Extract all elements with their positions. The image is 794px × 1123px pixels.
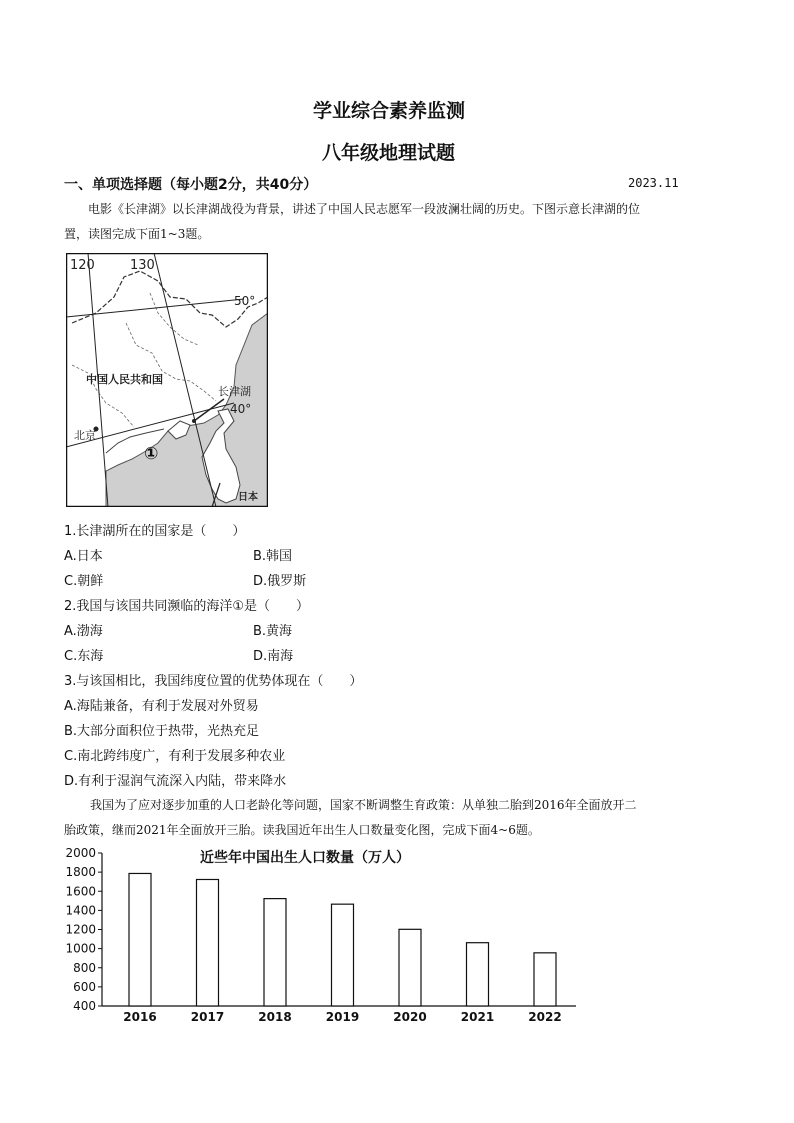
intro-2-line-1: 我国为了应对逐步加重的人口老龄化等问题，国家不断调整生育政策：从单独二胎到2016年全面放开二 xyxy=(90,798,637,812)
china-label: 中国人民共和国 xyxy=(86,373,163,386)
bar-2018 xyxy=(264,899,286,1006)
intro-2-line-2: 胎政策，继而2021年全面放开三胎。读我国近年出生人口数量变化图，完成下面4~6题。 xyxy=(64,823,540,837)
section-heading: 一、单项选择题（每小题2分，共40分） xyxy=(64,177,318,193)
exam-title: 学业综合素养监测 xyxy=(313,100,466,122)
bar-2017 xyxy=(197,879,219,1006)
question-2-option-c: C.东海 xyxy=(64,649,104,664)
intro-1-line-1: 电影《长津湖》以长津湖战役为背景，讲述了中国人民志愿军一段波澜壮阔的历史。下图示意长津湖的位 xyxy=(88,202,641,216)
x-tick-label: 2022 xyxy=(528,1010,562,1024)
lon-130-label: 130 xyxy=(130,258,155,273)
x-tick-label: 2021 xyxy=(460,1010,495,1024)
question-2-option-d: D.南海 xyxy=(253,649,294,664)
question-3-option-d: D.有利于湿润气流深入内陆，带来降水 xyxy=(64,774,287,789)
question-3-option-a: A.海陆兼备，有利于发展对外贸易 xyxy=(64,699,259,714)
bar-2022 xyxy=(534,953,556,1006)
bar-2019 xyxy=(332,904,354,1006)
changjin-lake-label: 长津湖 xyxy=(218,385,251,398)
bar-2016 xyxy=(129,873,151,1006)
question-2-option-a: A.渤海 xyxy=(64,624,103,639)
chart-title: 近些年中国出生人口数量（万人） xyxy=(200,850,410,866)
y-tick-label: 400 xyxy=(73,999,96,1013)
x-tick-label: 2019 xyxy=(325,1010,360,1024)
question-1-option-c: C.朝鲜 xyxy=(64,574,104,589)
question-3-option-c: C.南北跨纬度广，有利于发展多种农业 xyxy=(64,749,286,764)
question-1-option-d: D.俄罗斯 xyxy=(253,574,307,589)
intro-paragraph-1 xyxy=(64,197,734,247)
bar-2021 xyxy=(467,943,489,1006)
intro-1-line-2: 置，读图完成下面1~3题。 xyxy=(64,227,210,241)
y-tick-label: 2000 xyxy=(65,846,96,860)
exam-subtitle: 八年级地理试题 xyxy=(322,142,456,164)
x-tick-label: 2018 xyxy=(258,1010,292,1024)
bar-2020 xyxy=(399,929,421,1006)
beijing-label: 北京 xyxy=(74,429,96,442)
question-3-stem: 3.与该国相比，我国纬度位置的优势体现在（ ） xyxy=(64,674,363,689)
question-2-option-b: B.黄海 xyxy=(253,624,293,639)
japan-label: 日本 xyxy=(238,492,258,503)
changjin-lake-map xyxy=(66,253,268,507)
x-tick-label: 2016 xyxy=(123,1010,157,1024)
x-tick-label: 2020 xyxy=(393,1010,427,1024)
y-tick-label: 1000 xyxy=(65,941,96,956)
y-tick-label: 1800 xyxy=(65,865,96,880)
lake-marker xyxy=(192,419,196,423)
exam-date: 2023.11 xyxy=(628,176,679,190)
y-tick-label: 800 xyxy=(73,960,96,975)
y-tick-label: 1400 xyxy=(65,903,96,918)
question-1-stem: 1.长津湖所在的国家是（ ） xyxy=(64,524,246,539)
x-tick-label: 2017 xyxy=(190,1010,225,1024)
lat-40-label: 40° xyxy=(230,402,252,416)
question-2-stem: 2.我国与该国共同濒临的海洋①是（ ） xyxy=(64,599,310,614)
birth-population-chart xyxy=(60,843,590,1028)
question-1-option-b: B.韩国 xyxy=(253,549,293,564)
lat-50-label: 50° xyxy=(234,294,256,308)
y-tick-label: 600 xyxy=(73,979,96,994)
sea-marker-label: ① xyxy=(144,444,159,464)
question-3-option-b: B.大部分面积位于热带，光热充足 xyxy=(64,724,260,739)
y-tick-label: 1600 xyxy=(65,884,96,899)
y-tick-label: 1200 xyxy=(65,922,96,937)
intro-paragraph-2 xyxy=(64,793,734,843)
lon-120-label: 120 xyxy=(70,258,95,273)
question-1-option-a: A.日本 xyxy=(64,549,103,564)
